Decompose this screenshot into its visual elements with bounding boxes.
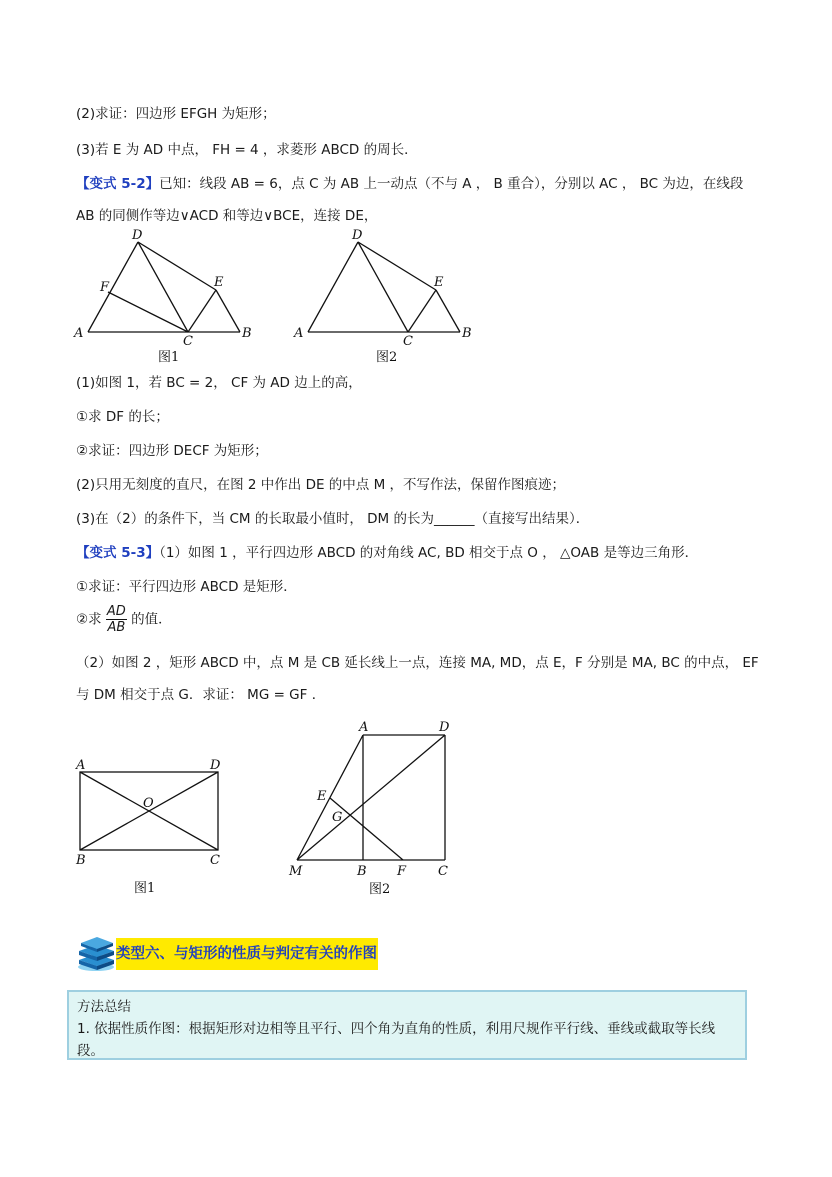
question-3-line: (3)若 E 为 AD 中点， FH = 4 ，求菱形 ABCD 的周长．	[76, 142, 418, 158]
label-f: F	[397, 864, 407, 879]
figure-5-3-2	[285, 715, 465, 904]
label-e: E	[317, 789, 327, 804]
label-e: E	[434, 275, 444, 290]
fraction	[106, 604, 127, 635]
segment-cf	[108, 292, 188, 332]
segment-ad	[308, 242, 358, 332]
book-stack-icon	[76, 936, 118, 972]
label-a: A	[359, 720, 369, 735]
variant-5-3-q1-b	[76, 604, 172, 635]
label-e: E	[214, 275, 224, 290]
variant-5-2-q3: (3)在（2）的条件下，当 CM 的长取最小值时， DM 的长为______（直接写出结果）．	[76, 511, 590, 527]
variant-5-2-q1: (1)如图 1，若 BC = 2， CF 为 AD 边上的高，	[76, 375, 362, 391]
label-d: D	[132, 228, 143, 243]
figure-5-2-2	[290, 225, 490, 379]
label-c: C	[183, 334, 193, 349]
variant-5-3-text: （1）如图 1 ，平行四边形 ABCD 的对角线 AC, BD 相交于点 O ， △OAB 是等边三角形．	[159, 545, 699, 561]
caption-fig2: 图2	[369, 882, 391, 897]
segment-ef	[330, 798, 403, 860]
segment-dc	[138, 242, 188, 332]
fraction-numerator: AD	[106, 604, 126, 619]
figure-5-2-1	[70, 225, 270, 379]
label-a: A	[294, 326, 304, 341]
label-c: C	[210, 853, 220, 868]
variant-5-3-line	[76, 543, 698, 563]
fraction-suffix: 的值．	[131, 611, 172, 628]
label-b: B	[357, 864, 367, 879]
section-header	[76, 934, 396, 974]
caption-fig2: 图2	[376, 350, 398, 365]
variant-5-2-tag: 【变式 5-2】	[76, 176, 160, 192]
caption-fig1: 图1	[134, 881, 156, 896]
label-a: A	[74, 326, 84, 341]
label-o: O	[143, 796, 154, 811]
variant-5-2-q1-b: ②求证：四边形 DECF 为矩形；	[76, 443, 268, 459]
label-d: D	[352, 228, 363, 243]
variant-5-2-q1-a: ①求 DF 的长；	[76, 409, 169, 425]
segment-eb	[436, 290, 460, 332]
segment-ce	[188, 290, 216, 332]
variant-5-2-q2: (2)只用无刻度的直尺，在图 2 中作出 DE 的中点 M ，不写作法，保留作图痕迹；	[76, 477, 566, 493]
label-d: D	[210, 758, 221, 773]
segment-ma	[297, 735, 363, 860]
segment-de	[138, 242, 216, 290]
label-c: C	[438, 864, 448, 879]
section-title: 类型六、与矩形的性质与判定有关的作图	[116, 946, 377, 962]
segment-eb	[216, 290, 240, 332]
method-summary-box	[67, 990, 747, 1060]
caption-fig1: 图1	[158, 350, 180, 365]
variant-5-3-q2: （2）如图 2 ，矩形 ABCD 中，点 M 是 CB 延长线上一点，连接 MA, MD，点 E，F 分别是 MA, BC 的中点， EF 与 DM 相交于点 G．求证： MG = GF ．	[76, 655, 759, 703]
segment-ad	[88, 242, 138, 332]
label-a: A	[76, 758, 86, 773]
segment-ce	[408, 290, 436, 332]
label-b: B	[462, 326, 472, 341]
method-title: 方法总结	[77, 999, 131, 1015]
method-body: 1. 依据性质作图：根据矩形对边相等且平行、四个角为直角的性质，利用尺规作平行线、垂线或截取等长线段。	[77, 1021, 716, 1059]
variant-5-2-line	[76, 174, 743, 194]
variant-5-2-text: 已知：线段 AB = 6，点 C 为 AB 上一动点（不与 A ， B 重合），分别以 AC ， BC 为边，在线段	[159, 176, 744, 192]
figure-5-3-1	[70, 752, 240, 906]
variant-5-3-q1-a: ①求证：平行四边形 ABCD 是矩形．	[76, 579, 297, 595]
label-b: B	[76, 853, 86, 868]
variant-5-2-line-2: AB 的同侧作等边∨ACD 和等边∨BCE，连接 DE，	[76, 208, 378, 224]
question-2-line: (2)求证：四边形 EFGH 为矩形；	[76, 106, 276, 122]
label-m: M	[289, 864, 303, 879]
fraction-prefix: ②求	[76, 611, 102, 628]
label-c: C	[403, 334, 413, 349]
label-f: F	[100, 280, 110, 295]
label-b: B	[242, 326, 252, 341]
label-d: D	[439, 720, 450, 735]
segment-de	[358, 242, 436, 290]
variant-5-3-tag: 【变式 5-3】	[76, 545, 160, 561]
segment-dc	[358, 242, 408, 332]
label-g: G	[332, 810, 343, 825]
fraction-denominator: AB	[107, 620, 126, 635]
